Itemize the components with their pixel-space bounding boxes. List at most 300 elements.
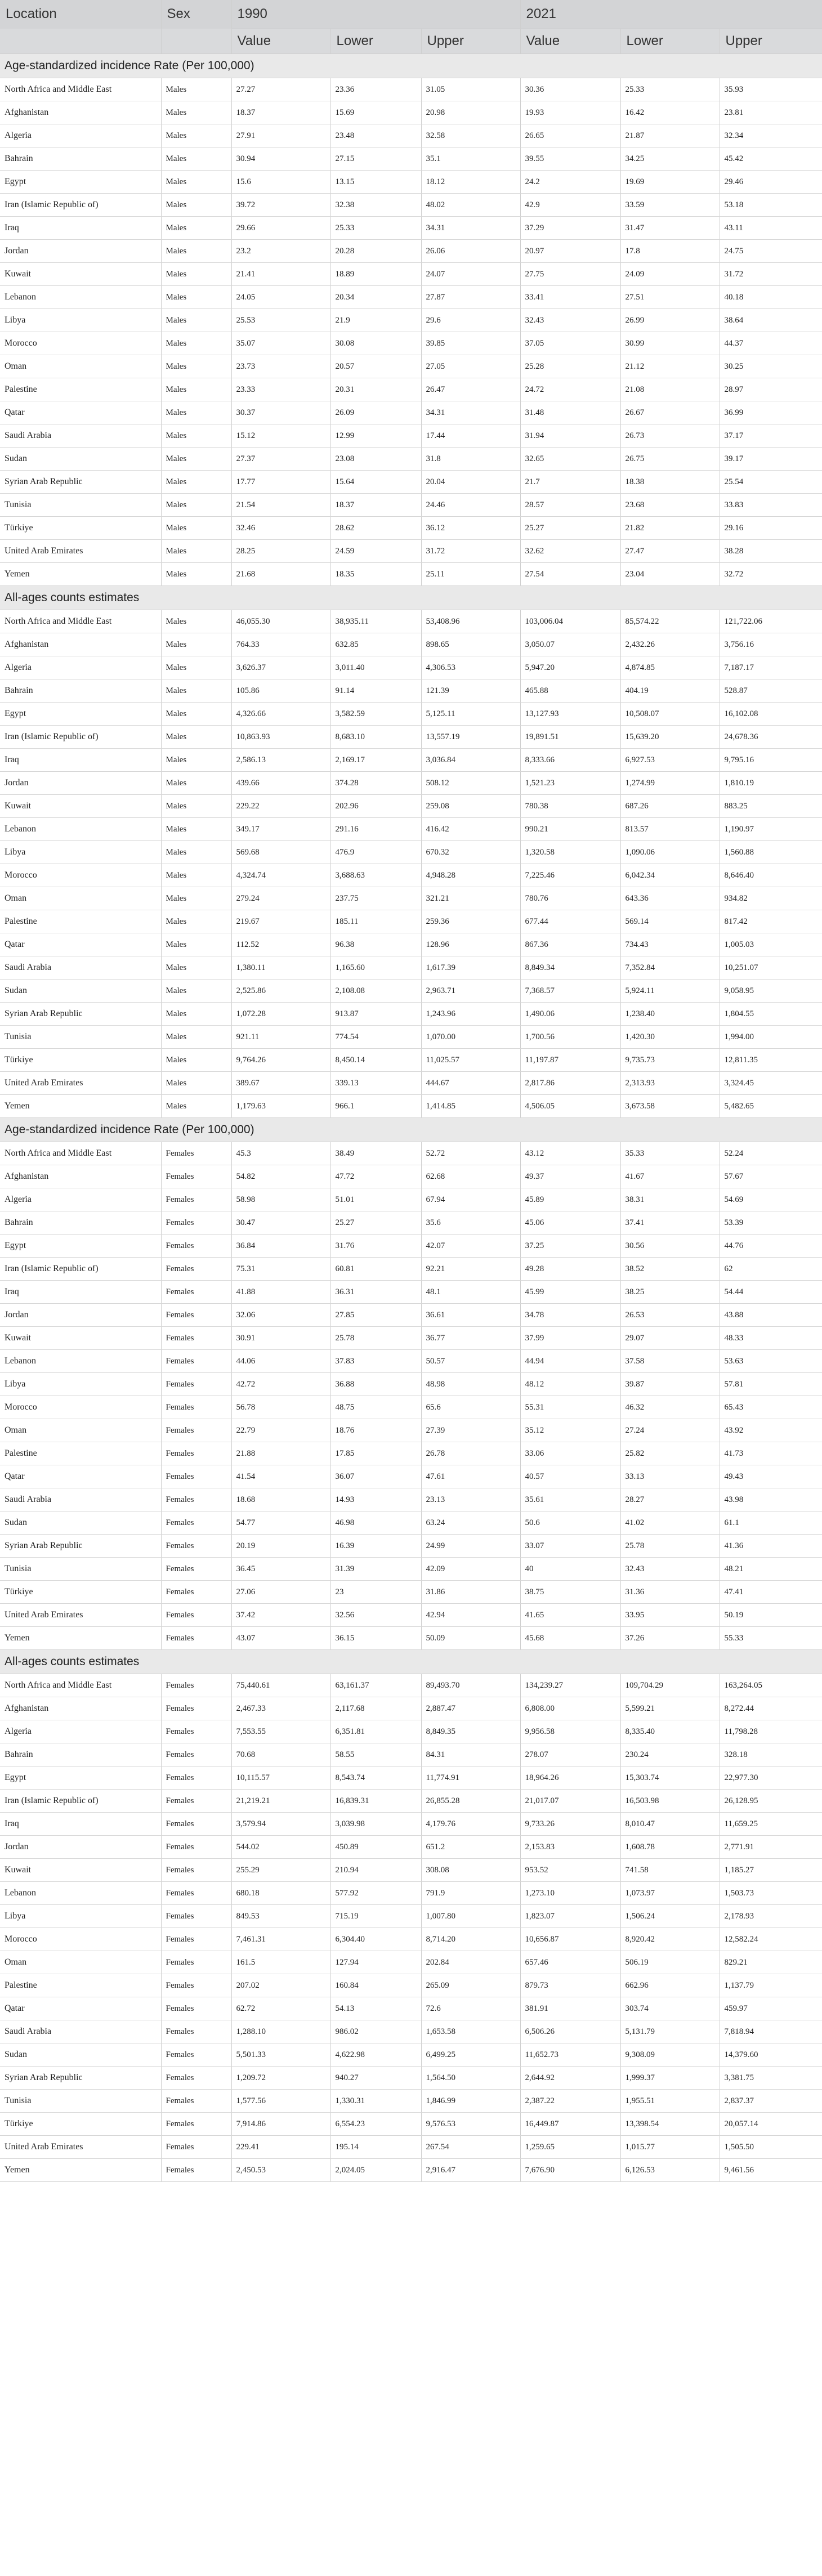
cell-upper-1990: 34.31 (421, 401, 520, 424)
cell-value-1990: 105.86 (231, 679, 330, 703)
cell-value-1990: 10,863.93 (231, 726, 330, 749)
cell-value-2021: 879.73 (520, 1974, 620, 1997)
cell-value-1990: 1,179.63 (231, 1095, 330, 1118)
cell-sex: Females (161, 1743, 231, 1766)
cell-upper-1990: 25.11 (421, 563, 520, 586)
table-row (0, 933, 822, 956)
cell-upper-1990: 36.77 (421, 1327, 520, 1350)
cell-lower-1990: 18.37 (330, 494, 421, 517)
cell-upper-1990: 3,036.84 (421, 749, 520, 772)
table-row (0, 795, 822, 818)
cell-value-1990: 37.42 (231, 1604, 330, 1627)
cell-sex: Males (161, 749, 231, 772)
cell-location: Türkiye (0, 1049, 161, 1072)
cell-value-2021: 9,733.26 (520, 1813, 620, 1836)
cell-upper-1990: 4,948.28 (421, 864, 520, 887)
header-upper-1990: Upper (421, 29, 520, 54)
cell-upper-2021: 7,818.94 (720, 2020, 822, 2043)
cell-lower-2021: 5,924.11 (620, 980, 720, 1003)
section-title: All-ages counts estimates (0, 586, 822, 610)
cell-sex: Females (161, 2043, 231, 2067)
cell-lower-2021: 31.36 (620, 1581, 720, 1604)
cell-lower-2021: 39.87 (620, 1373, 720, 1396)
cell-sex: Females (161, 1258, 231, 1281)
cell-sex: Males (161, 286, 231, 309)
cell-upper-1990: 11,774.91 (421, 1766, 520, 1790)
cell-upper-2021: 528.87 (720, 679, 822, 703)
cell-upper-1990: 36.61 (421, 1304, 520, 1327)
cell-sex: Males (161, 1072, 231, 1095)
cell-value-1990: 21.68 (231, 563, 330, 586)
cell-lower-2021: 109,704.29 (620, 1674, 720, 1697)
cell-lower-2021: 27.24 (620, 1419, 720, 1442)
cell-upper-2021: 37.17 (720, 424, 822, 448)
cell-value-2021: 24.72 (520, 378, 620, 401)
table-row (0, 1373, 822, 1396)
cell-value-1990: 29.66 (231, 217, 330, 240)
cell-upper-2021: 32.34 (720, 124, 822, 147)
cell-location: Qatar (0, 933, 161, 956)
cell-lower-1990: 2,117.68 (330, 1697, 421, 1720)
cell-upper-2021: 62 (720, 1258, 822, 1281)
cell-lower-1990: 20.57 (330, 355, 421, 378)
cell-sex: Females (161, 1396, 231, 1419)
cell-upper-2021: 65.43 (720, 1396, 822, 1419)
cell-value-2021: 41.65 (520, 1604, 620, 1627)
table-row (0, 1836, 822, 1859)
table-row (0, 1720, 822, 1743)
cell-location: North Africa and Middle East (0, 1674, 161, 1697)
table-row (0, 563, 822, 586)
cell-upper-2021: 53.18 (720, 194, 822, 217)
table-row (0, 1790, 822, 1813)
cell-location: Lebanon (0, 818, 161, 841)
cell-upper-2021: 33.83 (720, 494, 822, 517)
cell-location: Oman (0, 1419, 161, 1442)
cell-lower-1990: 291.16 (330, 818, 421, 841)
cell-value-1990: 70.68 (231, 1743, 330, 1766)
cell-upper-2021: 49.43 (720, 1465, 822, 1488)
cell-lower-1990: 32.56 (330, 1604, 421, 1627)
cell-lower-1990: 27.85 (330, 1304, 421, 1327)
cell-lower-1990: 91.14 (330, 679, 421, 703)
cell-value-1990: 28.25 (231, 540, 330, 563)
cell-value-1990: 219.67 (231, 910, 330, 933)
table-row (0, 1928, 822, 1951)
cell-lower-1990: 54.13 (330, 1997, 421, 2020)
cell-value-1990: 9,764.26 (231, 1049, 330, 1072)
table-row (0, 1049, 822, 1072)
cell-value-2021: 32.62 (520, 540, 620, 563)
cell-lower-2021: 21.82 (620, 517, 720, 540)
cell-upper-2021: 10,251.07 (720, 956, 822, 980)
cell-location: Oman (0, 355, 161, 378)
cell-value-2021: 33.06 (520, 1442, 620, 1465)
cell-sex: Females (161, 1304, 231, 1327)
cell-value-2021: 11,197.87 (520, 1049, 620, 1072)
cell-upper-1990: 31.8 (421, 448, 520, 471)
cell-value-2021: 2,387.22 (520, 2090, 620, 2113)
cell-value-2021: 780.38 (520, 795, 620, 818)
cell-lower-2021: 6,126.53 (620, 2159, 720, 2182)
cell-upper-2021: 24.75 (720, 240, 822, 263)
cell-value-2021: 990.21 (520, 818, 620, 841)
cell-upper-1990: 20.98 (421, 101, 520, 124)
cell-upper-1990: 670.32 (421, 841, 520, 864)
cell-value-2021: 43.12 (520, 1142, 620, 1165)
cell-lower-1990: 8,683.10 (330, 726, 421, 749)
cell-upper-1990: 42.09 (421, 1558, 520, 1581)
cell-lower-2021: 8,010.47 (620, 1813, 720, 1836)
cell-sex: Females (161, 2159, 231, 2182)
cell-lower-2021: 16,503.98 (620, 1790, 720, 1813)
cell-lower-1990: 23.08 (330, 448, 421, 471)
cell-value-1990: 54.77 (231, 1511, 330, 1535)
cell-lower-2021: 15,303.74 (620, 1766, 720, 1790)
cell-value-1990: 30.37 (231, 401, 330, 424)
cell-upper-1990: 32.58 (421, 124, 520, 147)
table-row (0, 355, 822, 378)
cell-upper-1990: 1,414.85 (421, 1095, 520, 1118)
cell-lower-2021: 7,352.84 (620, 956, 720, 980)
cell-upper-1990: 48.02 (421, 194, 520, 217)
cell-value-1990: 20.19 (231, 1535, 330, 1558)
cell-value-2021: 31.48 (520, 401, 620, 424)
table-row (0, 217, 822, 240)
cell-lower-1990: 4,622.98 (330, 2043, 421, 2067)
cell-location: Syrian Arab Republic (0, 471, 161, 494)
cell-value-2021: 21.7 (520, 471, 620, 494)
cell-lower-2021: 741.58 (620, 1859, 720, 1882)
header-year-2021: 2021 (520, 0, 822, 29)
cell-sex: Females (161, 1373, 231, 1396)
table-row (0, 956, 822, 980)
cell-sex: Females (161, 2090, 231, 2113)
cell-upper-1990: 72.6 (421, 1997, 520, 2020)
cell-upper-2021: 25.54 (720, 471, 822, 494)
cell-value-2021: 45.99 (520, 1281, 620, 1304)
cell-value-1990: 43.07 (231, 1627, 330, 1650)
cell-lower-2021: 30.99 (620, 332, 720, 355)
cell-upper-1990: 267.54 (421, 2136, 520, 2159)
cell-location: United Arab Emirates (0, 540, 161, 563)
cell-value-1990: 229.41 (231, 2136, 330, 2159)
cell-location: Algeria (0, 1720, 161, 1743)
cell-location: Jordan (0, 1836, 161, 1859)
cell-upper-2021: 54.69 (720, 1188, 822, 1211)
cell-lower-2021: 1,073.97 (620, 1882, 720, 1905)
cell-upper-2021: 14,379.60 (720, 2043, 822, 2067)
cell-lower-2021: 1,506.24 (620, 1905, 720, 1928)
cell-sex: Males (161, 980, 231, 1003)
cell-lower-2021: 734.43 (620, 933, 720, 956)
cell-lower-2021: 5,599.21 (620, 1697, 720, 1720)
cell-upper-2021: 1,994.00 (720, 1026, 822, 1049)
cell-value-1990: 1,380.11 (231, 956, 330, 980)
cell-location: Algeria (0, 124, 161, 147)
cell-upper-2021: 121,722.06 (720, 610, 822, 633)
cell-lower-1990: 1,165.60 (330, 956, 421, 980)
table-row (0, 1211, 822, 1235)
cell-upper-2021: 45.42 (720, 147, 822, 171)
table-row (0, 147, 822, 171)
cell-lower-1990: 202.96 (330, 795, 421, 818)
cell-location: United Arab Emirates (0, 1604, 161, 1627)
cell-lower-1990: 25.78 (330, 1327, 421, 1350)
cell-upper-2021: 8,646.40 (720, 864, 822, 887)
cell-value-1990: 112.52 (231, 933, 330, 956)
cell-value-1990: 2,586.13 (231, 749, 330, 772)
cell-lower-1990: 127.94 (330, 1951, 421, 1974)
cell-upper-1990: 1,564.50 (421, 2067, 520, 2090)
cell-upper-1990: 2,887.47 (421, 1697, 520, 1720)
cell-lower-2021: 85,574.22 (620, 610, 720, 633)
cell-lower-1990: 160.84 (330, 1974, 421, 1997)
cell-upper-2021: 53.39 (720, 1211, 822, 1235)
table-row (0, 309, 822, 332)
table-row (0, 980, 822, 1003)
cell-upper-2021: 32.72 (720, 563, 822, 586)
cell-lower-2021: 13,398.54 (620, 2113, 720, 2136)
cell-sex: Females (161, 1790, 231, 1813)
cell-sex: Females (161, 1627, 231, 1650)
cell-sex: Females (161, 1859, 231, 1882)
cell-sex: Males (161, 78, 231, 101)
cell-value-2021: 134,239.27 (520, 1674, 620, 1697)
cell-value-2021: 49.37 (520, 1165, 620, 1188)
cell-lower-2021: 21.87 (620, 124, 720, 147)
table-row (0, 1535, 822, 1558)
cell-value-1990: 25.53 (231, 309, 330, 332)
cell-value-1990: 58.98 (231, 1188, 330, 1211)
cell-lower-2021: 15,639.20 (620, 726, 720, 749)
table-row (0, 471, 822, 494)
table-row (0, 887, 822, 910)
cell-lower-2021: 30.56 (620, 1235, 720, 1258)
cell-sex: Males (161, 494, 231, 517)
cell-upper-2021: 48.33 (720, 1327, 822, 1350)
table-row (0, 841, 822, 864)
cell-lower-1990: 23.48 (330, 124, 421, 147)
cell-upper-1990: 23.13 (421, 1488, 520, 1511)
cell-lower-1990: 986.02 (330, 2020, 421, 2043)
table-row (0, 448, 822, 471)
section-title: Age-standardized incidence Rate (Per 100,000) (0, 54, 822, 78)
cell-location: Saudi Arabia (0, 424, 161, 448)
table-row (0, 1974, 822, 1997)
cell-location: Egypt (0, 1235, 161, 1258)
cell-location: Egypt (0, 703, 161, 726)
table-row (0, 1766, 822, 1790)
cell-lower-1990: 774.54 (330, 1026, 421, 1049)
table-row (0, 286, 822, 309)
cell-sex: Males (161, 194, 231, 217)
header-location: Location (0, 0, 161, 29)
cell-location: Libya (0, 841, 161, 864)
cell-upper-1990: 9,576.53 (421, 2113, 520, 2136)
table-row (0, 378, 822, 401)
cell-upper-1990: 34.31 (421, 217, 520, 240)
cell-upper-1990: 52.72 (421, 1142, 520, 1165)
cell-value-2021: 1,700.56 (520, 1026, 620, 1049)
cell-sex: Females (161, 1766, 231, 1790)
cell-upper-1990: 31.86 (421, 1581, 520, 1604)
table-row (0, 494, 822, 517)
cell-upper-2021: 38.28 (720, 540, 822, 563)
cell-location: Iraq (0, 749, 161, 772)
cell-lower-1990: 23 (330, 1581, 421, 1604)
cell-value-2021: 20.97 (520, 240, 620, 263)
cell-lower-1990: 210.94 (330, 1859, 421, 1882)
cell-sex: Females (161, 1558, 231, 1581)
cell-lower-2021: 1,608.78 (620, 1836, 720, 1859)
cell-upper-1990: 35.1 (421, 147, 520, 171)
cell-lower-2021: 24.09 (620, 263, 720, 286)
cell-lower-2021: 28.27 (620, 1488, 720, 1511)
cell-upper-2021: 3,324.45 (720, 1072, 822, 1095)
cell-lower-2021: 31.47 (620, 217, 720, 240)
cell-lower-1990: 18.35 (330, 563, 421, 586)
cell-upper-2021: 50.19 (720, 1604, 822, 1627)
cell-value-1990: 21.54 (231, 494, 330, 517)
cell-lower-2021: 26.67 (620, 401, 720, 424)
cell-upper-2021: 44.37 (720, 332, 822, 355)
cell-upper-1990: 48.98 (421, 1373, 520, 1396)
cell-lower-1990: 6,554.23 (330, 2113, 421, 2136)
cell-lower-2021: 3,673.58 (620, 1095, 720, 1118)
cell-value-2021: 37.29 (520, 217, 620, 240)
cell-location: Afghanistan (0, 101, 161, 124)
cell-upper-1990: 202.84 (421, 1951, 520, 1974)
cell-lower-1990: 21.9 (330, 309, 421, 332)
cell-value-2021: 25.28 (520, 355, 620, 378)
cell-location: Saudi Arabia (0, 956, 161, 980)
cell-sex: Females (161, 1882, 231, 1905)
cell-lower-2021: 34.25 (620, 147, 720, 171)
cell-location: Kuwait (0, 1327, 161, 1350)
cell-sex: Males (161, 171, 231, 194)
cell-lower-1990: 14.93 (330, 1488, 421, 1511)
cell-upper-2021: 829.21 (720, 1951, 822, 1974)
cell-sex: Males (161, 563, 231, 586)
cell-lower-1990: 96.38 (330, 933, 421, 956)
cell-lower-2021: 32.43 (620, 1558, 720, 1581)
cell-value-1990: 3,626.37 (231, 656, 330, 679)
cell-upper-2021: 1,503.73 (720, 1882, 822, 1905)
cell-value-1990: 39.72 (231, 194, 330, 217)
table-row (0, 1813, 822, 1836)
cell-value-1990: 544.02 (231, 1836, 330, 1859)
table-row (0, 772, 822, 795)
cell-sex: Males (161, 147, 231, 171)
cell-value-2021: 7,368.57 (520, 980, 620, 1003)
cell-sex: Males (161, 1095, 231, 1118)
cell-location: Oman (0, 887, 161, 910)
cell-upper-2021: 61.1 (720, 1511, 822, 1535)
cell-upper-2021: 11,798.28 (720, 1720, 822, 1743)
cell-sex: Females (161, 1511, 231, 1535)
cell-lower-1990: 36.15 (330, 1627, 421, 1650)
cell-upper-2021: 53.63 (720, 1350, 822, 1373)
cell-lower-1990: 3,582.59 (330, 703, 421, 726)
cell-upper-2021: 52.24 (720, 1142, 822, 1165)
cell-lower-1990: 15.69 (330, 101, 421, 124)
cell-sex: Males (161, 956, 231, 980)
cell-upper-1990: 67.94 (421, 1188, 520, 1211)
cell-value-1990: 56.78 (231, 1396, 330, 1419)
cell-sex: Females (161, 1905, 231, 1928)
cell-lower-1990: 60.81 (330, 1258, 421, 1281)
cell-value-1990: 42.72 (231, 1373, 330, 1396)
cell-location: Afghanistan (0, 1697, 161, 1720)
cell-lower-1990: 16,839.31 (330, 1790, 421, 1813)
table-row (0, 2020, 822, 2043)
table-row (0, 1003, 822, 1026)
cell-location: Saudi Arabia (0, 1488, 161, 1511)
cell-upper-1990: 651.2 (421, 1836, 520, 1859)
cell-sex: Females (161, 1720, 231, 1743)
table-row (0, 1350, 822, 1373)
cell-lower-2021: 33.13 (620, 1465, 720, 1488)
cell-location: Lebanon (0, 286, 161, 309)
cell-sex: Males (161, 795, 231, 818)
cell-lower-1990: 24.59 (330, 540, 421, 563)
cell-value-1990: 23.2 (231, 240, 330, 263)
cell-sex: Females (161, 1997, 231, 2020)
cell-lower-2021: 404.19 (620, 679, 720, 703)
cell-sex: Females (161, 1327, 231, 1350)
cell-value-2021: 32.65 (520, 448, 620, 471)
cell-lower-1990: 20.28 (330, 240, 421, 263)
cell-lower-2021: 6,927.53 (620, 749, 720, 772)
cell-value-1990: 680.18 (231, 1882, 330, 1905)
cell-upper-2021: 47.41 (720, 1581, 822, 1604)
cell-value-2021: 21,017.07 (520, 1790, 620, 1813)
cell-location: Palestine (0, 378, 161, 401)
cell-lower-2021: 506.19 (620, 1951, 720, 1974)
cell-upper-1990: 1,070.00 (421, 1026, 520, 1049)
cell-lower-2021: 5,131.79 (620, 2020, 720, 2043)
cell-upper-1990: 26.06 (421, 240, 520, 263)
cell-upper-1990: 265.09 (421, 1974, 520, 1997)
cell-lower-1990: 46.98 (330, 1511, 421, 1535)
cell-value-1990: 15.6 (231, 171, 330, 194)
cell-value-2021: 2,817.86 (520, 1072, 620, 1095)
cell-value-2021: 25.27 (520, 517, 620, 540)
cell-upper-2021: 1,804.55 (720, 1003, 822, 1026)
cell-sex: Females (161, 1350, 231, 1373)
cell-upper-1990: 444.67 (421, 1072, 520, 1095)
cell-value-2021: 49.28 (520, 1258, 620, 1281)
cell-value-2021: 45.68 (520, 1627, 620, 1650)
cell-upper-1990: 50.09 (421, 1627, 520, 1650)
table-row (0, 1419, 822, 1442)
cell-value-1990: 921.11 (231, 1026, 330, 1049)
table-row (0, 78, 822, 101)
cell-upper-2021: 16,102.08 (720, 703, 822, 726)
cell-lower-2021: 41.67 (620, 1165, 720, 1188)
cell-sex: Males (161, 633, 231, 656)
cell-value-2021: 31.94 (520, 424, 620, 448)
cell-sex: Males (161, 263, 231, 286)
cell-upper-1990: 29.6 (421, 309, 520, 332)
cell-value-1990: 2,525.86 (231, 980, 330, 1003)
cell-lower-2021: 10,508.07 (620, 703, 720, 726)
cell-upper-1990: 39.85 (421, 332, 520, 355)
cell-location: Bahrain (0, 679, 161, 703)
cell-value-1990: 229.22 (231, 795, 330, 818)
cell-location: Türkiye (0, 2113, 161, 2136)
